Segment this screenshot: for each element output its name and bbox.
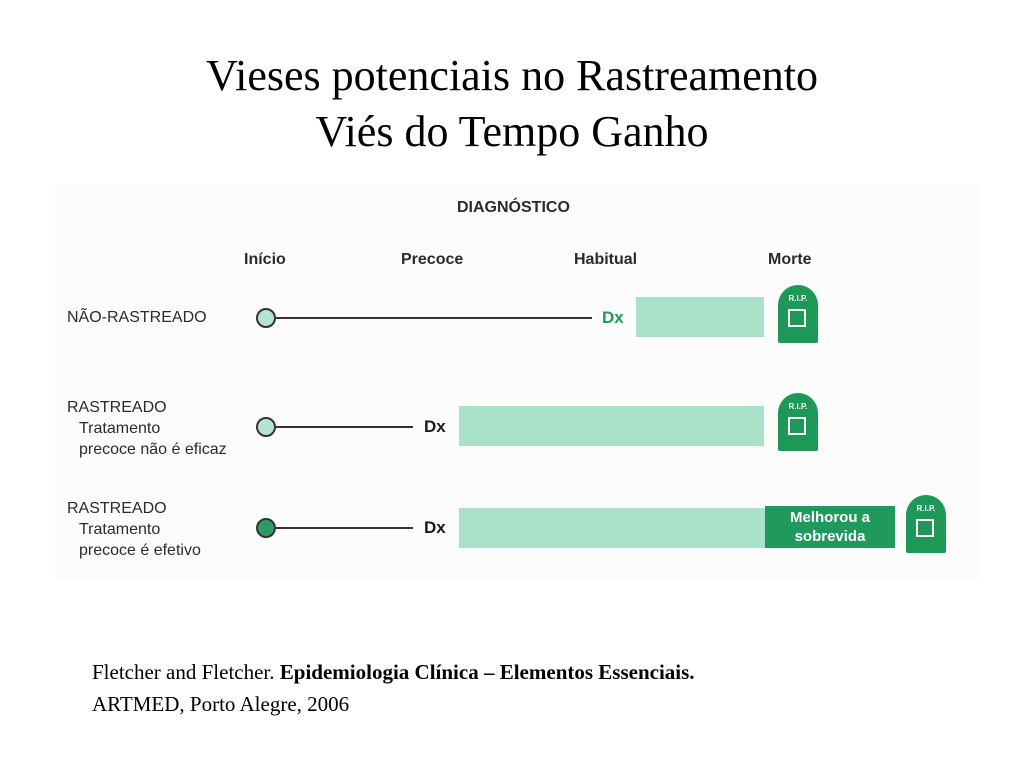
tombstone-text: R.I.P. <box>788 294 808 303</box>
tombstone-icon <box>778 393 818 451</box>
slide-title <box>0 48 1024 160</box>
tombstone-text: R.I.P. <box>916 504 936 513</box>
column-morte: Morte <box>768 251 812 268</box>
column-precoce: Precoce <box>401 251 464 268</box>
survival-band-row-3 <box>459 508 765 548</box>
column-habitual: Habitual <box>574 251 638 268</box>
survival-band-row-2 <box>459 406 764 446</box>
row-2-title: RASTREADO <box>67 399 167 416</box>
improved-survival-band <box>765 506 895 548</box>
row-label-rastreado-efetivo <box>67 498 201 561</box>
column-inicio: Início <box>244 251 286 268</box>
survival-band-row-1 <box>636 297 764 337</box>
dx-marker-row-3: Dx <box>424 518 446 537</box>
onset-marker-row-1 <box>256 308 276 328</box>
onset-marker-row-2 <box>256 417 276 437</box>
title-line-1: Vieses potenciais no Rastreamento <box>206 51 818 100</box>
row-label-nao-rastreado <box>67 307 207 328</box>
improved-survival-line-2: sobrevida <box>794 528 866 545</box>
tombstone-icon <box>778 285 818 343</box>
row-2-subtitle-2: precoce não é eficaz <box>79 441 227 458</box>
onset-marker-row-3 <box>256 518 276 538</box>
tombstone-text: R.I.P. <box>788 402 808 411</box>
dx-marker-row-2: Dx <box>424 417 446 436</box>
row-2-subtitle-1: Tratamento <box>79 420 161 437</box>
diagnosis-header: DIAGNÓSTICO <box>457 199 570 216</box>
improved-survival-line-1: Melhorou a <box>789 509 870 526</box>
citation-authors: Fletcher and Fletcher. <box>92 660 275 684</box>
row-label-rastreado-nao-eficaz <box>67 397 227 460</box>
row-3-subtitle-2: precoce é efetivo <box>79 542 201 559</box>
timeline-row-1 <box>276 317 592 319</box>
citation-publisher: ARTMED, Porto Alegre, 2006 <box>92 692 350 716</box>
timeline-row-3 <box>276 527 413 529</box>
tombstone-icon <box>906 495 946 553</box>
title-line-2: Viés do Tempo Ganho <box>315 107 709 156</box>
timeline-row-2 <box>276 426 413 428</box>
row-3-title: RASTREADO <box>67 500 167 517</box>
row-3-subtitle-1: Tratamento <box>79 521 161 538</box>
row-1-title: NÃO-RASTREADO <box>67 309 207 326</box>
citation-book: Epidemiologia Clínica – Elementos Essenciais. <box>279 660 695 684</box>
dx-marker-row-1: Dx <box>602 308 624 327</box>
citation <box>92 656 695 720</box>
